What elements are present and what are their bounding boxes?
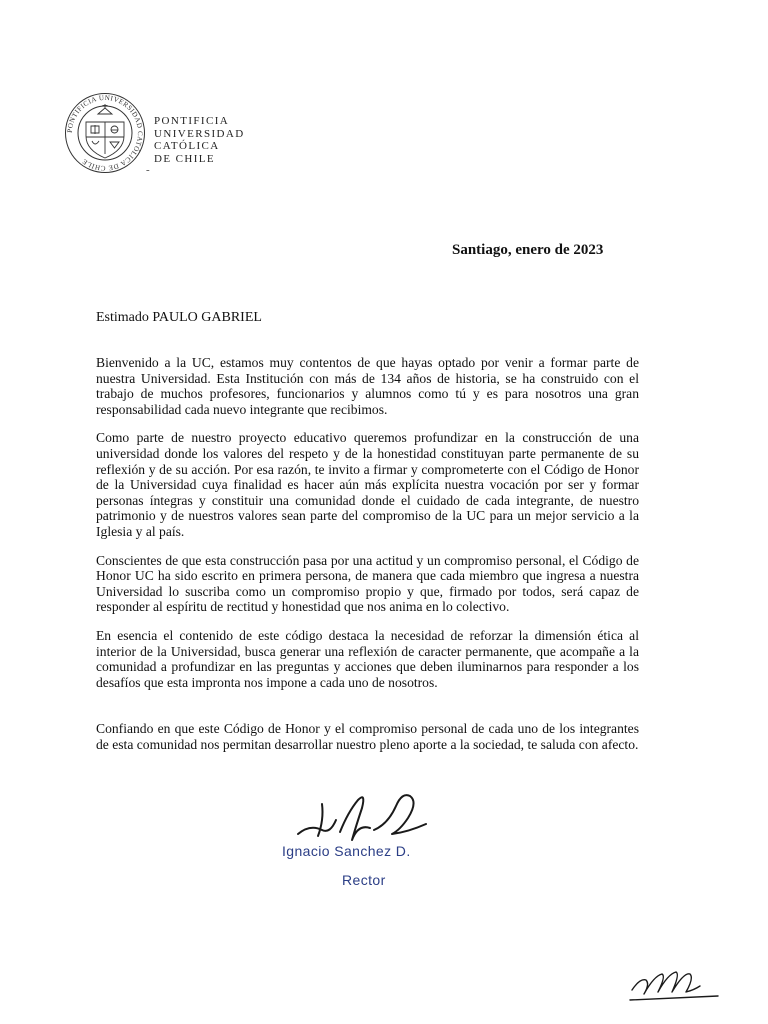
rector-signature-icon: [296, 784, 446, 844]
letter-body: [96, 355, 639, 765]
university-seal-icon: [64, 92, 146, 174]
svg-text:PONTIFICIA UNIVERSIDAD CATÓLIC: PONTIFICIA UNIVERSIDAD CATÓLICA DE CHILE: [65, 93, 145, 173]
signatory-title: Rector: [342, 872, 386, 888]
letter-paragraph: Bienvenido a la UC, estamos muy contentos de que hayas optado por venir a formar parte de nuestra Universidad. Esta Institución con más de 134 años de historia, se ha construido con el trabajo de muchos profesores, funcionarios y alumnos como tú y es para nosotros una gran responsabilidad cada nuevo integrante que recibimos.: [96, 355, 639, 417]
letter-paragraph: Conscientes de que esta construcción pasa por una actitud y un compromiso personal, el Código de Honor UC ha sido escrito en primera persona, de manera que cada miembro que ingresa a nuestra Universidad lo suscriba como un compromiso propio y que, firmado por todos, será capaz de responder al espíritu de rectitud y honestidad que nos anima en lo colectivo.: [96, 552, 639, 615]
institution-line: PONTIFICIA: [154, 115, 230, 127]
letter-date: Santiago, enero de 2023: [452, 242, 604, 258]
institution-line: CATÓLICA: [154, 140, 220, 152]
page-initials-icon: [628, 964, 720, 1008]
letter-closing: Confiando en que este Código de Honor y el compromiso personal de cada uno de los integrantes de esta comunidad nos permitan desarrollar nuestro pleno aporte a la sociedad, te saluda con afecto.: [96, 721, 639, 752]
signatory-name: Ignacio Sanchez D.: [282, 843, 411, 859]
letter-greeting: Estimado PAULO GABRIEL: [96, 310, 262, 325]
letter-paragraph: Como parte de nuestro proyecto educativo queremos profundizar en la construcción de una universidad donde los valores del respeto y de la honestidad constituyan parte permanente de su reflexión y de su acción. Por esa razón, te invito a firmar y comprometerte con el Código de Honor de la Universidad cuya finalidad es hacer aún más explícita nuestra vocación por ser y formar personas íntegras y constituir una comunidad donde el cuidado de cada integrante, de nuestro patrimonio y de nuestros valores sean parte del compromiso de la UC para un mejor servicio a la Iglesia y al país.: [96, 430, 639, 539]
letter-paragraph: En esencia el contenido de este código destaca la necesidad de reforzar la dimensión ética al interior de la Universidad, busca generar una reflexión de caracter permanente, que acompañe a la comunidad a profundizar en las preguntas y acciones que deben iluminarnos para responder a los desafíos que esta impronta nos impone a cada uno de nosotros.: [96, 627, 639, 690]
institution-line: DE CHILE: [154, 152, 215, 165]
institution-name: [154, 115, 245, 165]
institution-line: UNIVERSIDAD: [154, 127, 245, 140]
header-dash: -: [146, 164, 150, 176]
